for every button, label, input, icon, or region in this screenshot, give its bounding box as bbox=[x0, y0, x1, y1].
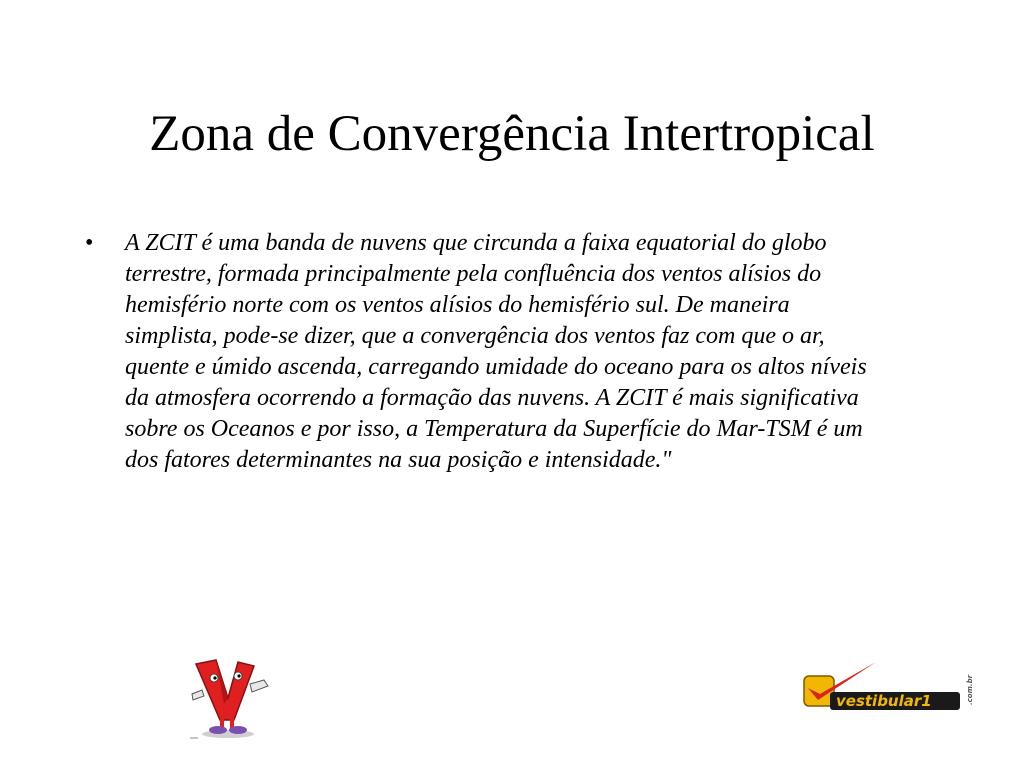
bullet-list bbox=[85, 228, 875, 476]
bullet-text: A ZCIT é uma banda de nuvens que circunda a faixa equatorial do globo terrestre, formada principalmente pela confluência dos ventos alísios do hemisfério norte com os ventos alísios do hemisfério sul. De maneira simplista, pode-se dizer, que a convergência dos ventos faz com que o ar, quente e úmido ascenda, carregando umidade do oceano para os altos níveis da atmosfera ocorrendo a formação das nuvens. A ZCIT é mais significativa sobre os Oceanos e por isso, a Temperatura da Superfície do Mar-TSM é um dos fatores determinantes na sua posição e intensidade." bbox=[125, 230, 867, 473]
logo-wordmark: vestibular1 bbox=[836, 692, 932, 710]
vestibular1-logo bbox=[800, 658, 978, 720]
bullet-icon: • bbox=[85, 230, 94, 256]
logo-suffix: .com.br bbox=[966, 674, 974, 705]
slide-title: Zona de Convergência Intertropical bbox=[149, 106, 875, 162]
bullet-item bbox=[85, 228, 875, 476]
red-v-mascot-icon bbox=[188, 654, 272, 740]
